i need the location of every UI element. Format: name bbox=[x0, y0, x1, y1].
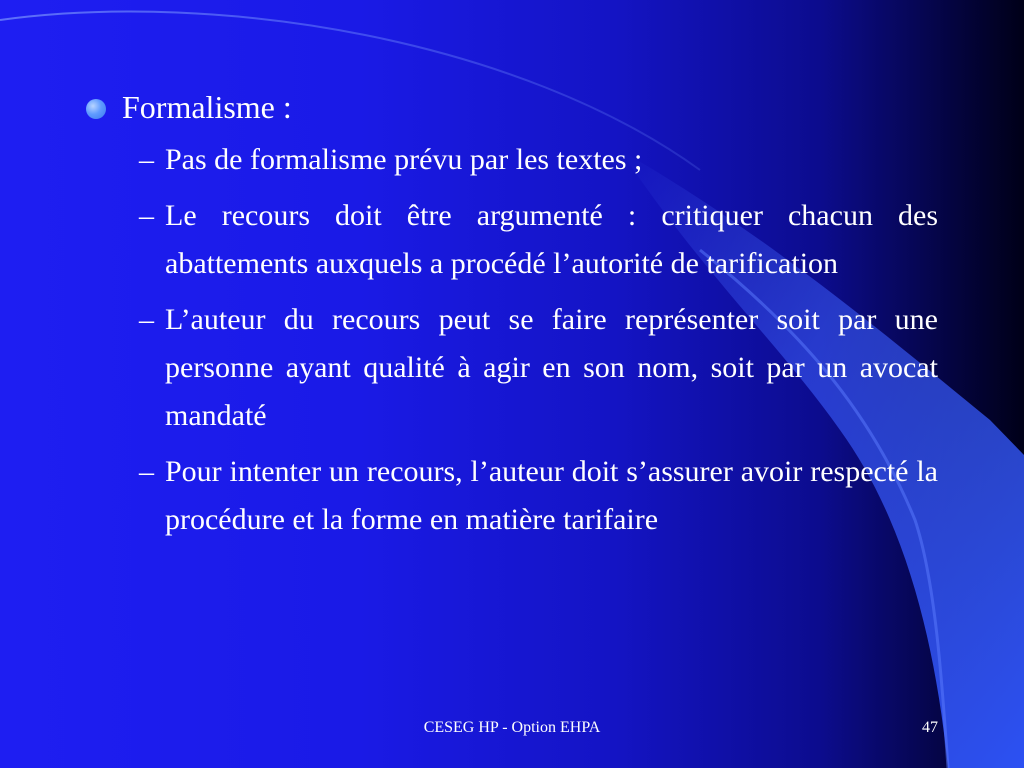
list-item-text: Pas de formalisme prévu par les textes ; bbox=[165, 143, 643, 177]
list-item bbox=[139, 192, 938, 288]
list-item bbox=[139, 296, 938, 440]
list-item bbox=[139, 448, 938, 544]
dash-bullet: – bbox=[139, 143, 154, 177]
heading-bullet-item bbox=[86, 88, 938, 126]
dash-bullet: – bbox=[139, 199, 154, 233]
dash-bullet: – bbox=[139, 455, 154, 489]
list-item-text: Le recours doit être argumenté : critiquer chacun des abattements auxquels a procédé l’autorité de tarification bbox=[165, 199, 938, 281]
dash-bullet: – bbox=[139, 303, 154, 337]
sub-bullet-list bbox=[139, 136, 938, 544]
page-number: 47 bbox=[922, 719, 938, 736]
slide-heading: Formalisme : bbox=[122, 89, 292, 125]
round-bullet-icon bbox=[86, 99, 106, 119]
list-item-text: Pour intenter un recours, l’auteur doit s’assurer avoir respecté la procédure et la forme en matière tarifaire bbox=[165, 455, 938, 537]
footer-text: CESEG HP - Option EHPA bbox=[423, 719, 601, 736]
list-item-text: L’auteur du recours peut se faire représenter soit par une personne ayant qualité à agir en son nom, soit par un avocat mandaté bbox=[165, 303, 938, 433]
slide-content bbox=[86, 88, 938, 552]
list-item bbox=[139, 136, 938, 184]
